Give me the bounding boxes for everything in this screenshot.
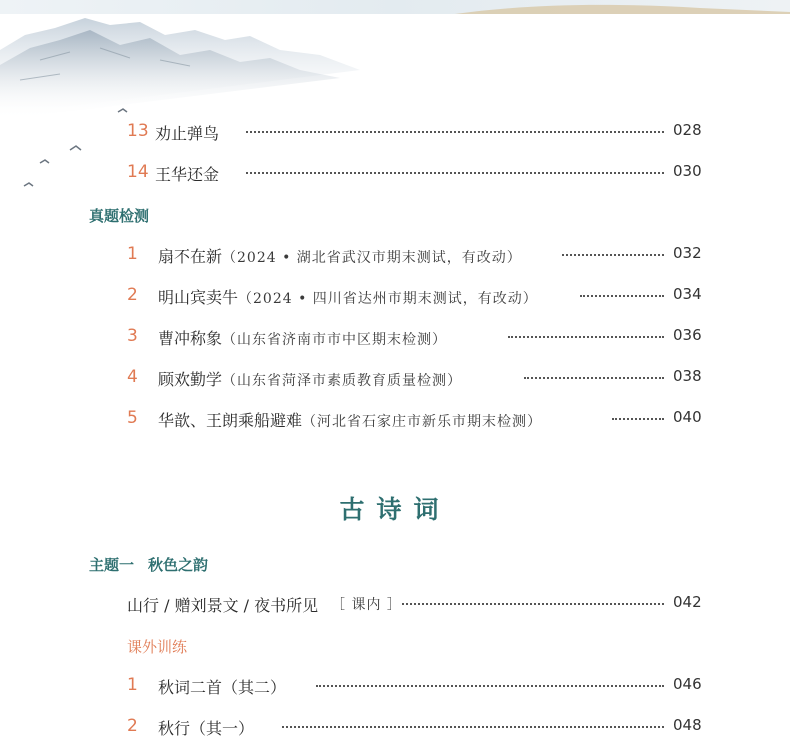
section-label-zhenti: 真题检测: [89, 207, 150, 225]
sub-label-kewai: 课外训练: [127, 638, 188, 656]
entry-page: 032: [673, 244, 702, 262]
toc-entry[interactable]: [0, 159, 790, 189]
dot-leader: [316, 685, 664, 687]
entry-title: 山行 / 赠刘景文 / 夜书所见: [127, 596, 319, 615]
theme-label: 主题一 秋色之韵: [89, 556, 209, 574]
entry-title: 扇不在新（2024 • 湖北省武汉市期末测试，有改动）: [158, 247, 522, 266]
toc-entry[interactable]: [0, 241, 790, 271]
entry-source-note: （山东省菏泽市素质教育质量检测）: [222, 373, 463, 389]
entry-page: 028: [673, 121, 702, 139]
toc-entry[interactable]: [0, 118, 790, 148]
dot-leader: [402, 603, 664, 605]
dot-leader: [508, 336, 664, 338]
entry-source-note: （2024 • 四川省达州市期末测试，有改动）: [238, 291, 538, 307]
entry-source-note: （河北省石家庄市新乐市期末检测）: [302, 414, 543, 430]
inclass-tag: ［ 课内 ］: [331, 597, 402, 613]
entry-title: 劝止弹鸟: [155, 124, 220, 143]
entry-title: 秋词二首（其二）: [158, 678, 287, 697]
entry-page: 040: [673, 408, 702, 426]
entry-number: 1: [127, 244, 138, 264]
entry-title: 曹冲称象（山东省济南市市中区期末检测）: [158, 329, 448, 348]
entry-title: 王华还金: [155, 165, 220, 184]
entry-number: 13: [127, 121, 149, 141]
entry-number: 5: [127, 408, 138, 428]
entry-page: 048: [673, 716, 702, 734]
entry-title: 秋行（其一）: [158, 719, 255, 738]
dot-leader: [524, 377, 664, 379]
toc-entry[interactable]: [0, 405, 790, 435]
toc-entry[interactable]: [0, 713, 790, 743]
entry-source-note: （山东省济南市市中区期末检测）: [222, 332, 448, 348]
dot-leader: [282, 726, 664, 728]
entry-page: 034: [673, 285, 702, 303]
entry-title: 华歆、王朗乘船避难（河北省石家庄市新乐市期末检测）: [158, 411, 543, 430]
entry-page: 042: [673, 593, 702, 611]
entry-page: 030: [673, 162, 702, 180]
dot-leader: [246, 131, 664, 133]
entry-number: 4: [127, 367, 138, 387]
dot-leader: [612, 418, 664, 420]
section-heading-gushici: 古诗词: [339, 495, 451, 524]
dot-leader: [580, 295, 664, 297]
dot-leader: [562, 254, 664, 256]
entry-number: 2: [127, 285, 138, 305]
entry-page: 038: [673, 367, 702, 385]
toc-entry[interactable]: [0, 282, 790, 312]
entry-source-note: （2024 • 湖北省武汉市期末测试，有改动）: [222, 250, 522, 266]
entry-page: 046: [673, 675, 702, 693]
entry-number: 3: [127, 326, 138, 346]
entry-number: 14: [127, 162, 149, 182]
theme-name: 秋色之韵: [148, 556, 209, 574]
toc-entry[interactable]: [0, 364, 790, 394]
dot-leader: [246, 172, 664, 174]
entry-title: 明山宾卖牛（2024 • 四川省达州市期末测试，有改动）: [158, 288, 538, 307]
toc-entry[interactable]: [0, 590, 790, 620]
entry-number: 1: [127, 675, 138, 695]
toc-entry[interactable]: [0, 672, 790, 702]
toc-entry[interactable]: [0, 323, 790, 353]
entry-number: 2: [127, 716, 138, 736]
entry-page: 036: [673, 326, 702, 344]
entry-title: 顾欢勤学（山东省菏泽市素质教育质量检测）: [158, 370, 463, 389]
